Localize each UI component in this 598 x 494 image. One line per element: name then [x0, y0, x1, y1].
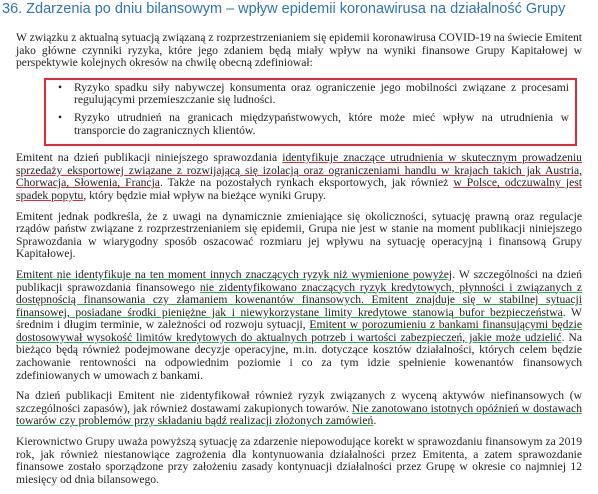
- text-segment: .: [373, 414, 377, 428]
- document-body: [16, 32, 582, 494]
- text-segment: , który będzie miał wpływ na bieżące wyniki Grupy.: [83, 188, 326, 202]
- bullet-icon: •: [58, 110, 63, 124]
- highlighted-text-green: Emitent w porozumieniu z bankami finansującymi będzie dostosowywał wysokość limitów kredytowych do aktualnych potrzeb i wartości zabezpieczeń, jakie może udzielić: [16, 318, 582, 344]
- risk-bullet-item: [58, 112, 569, 137]
- financial-risks-paragraph: [16, 269, 582, 382]
- text-segment: . W szczególności na dzień publikacji sprawozdania finansowego: [16, 267, 583, 294]
- risk-factors-highlight-box: [44, 78, 577, 146]
- section-heading: 36. Zdarzenia po dniu bilansowym – wpływ epidemii koronawirusa na działalność Grupy: [2, 1, 566, 17]
- impact-estimation-paragraph: Emitent jednak podkreśla, że z uwagi na dynamicznie zmieniające się okoliczności, sytuację prawną oraz regulacje rządów państw związane z rozprzestrzenianiem się epidemii, Grupa nie jest w stanie na moment publikacji niniejszego Sprawozdania w wiarygodny sposób oszacować rozmiaru jej wpływu na sytuację operacyjną i finansową Grupy Kapitałowej.: [16, 209, 582, 261]
- supply-risks-paragraph: [16, 390, 582, 428]
- text-segment: . W średnim i długim terminie, w zależności od rozwoju sytuacji,: [16, 305, 582, 332]
- text-segment: Emitent na dzień publikacji niniejszego sprawozdania: [16, 151, 283, 165]
- text-segment: . Także na pozostałych rynkach eksportowych, jak również: [159, 176, 454, 190]
- highlighted-text-red: identyfikuje znaczące utrudnienia w skutecznym prowadzeniu sprzedaży eksportowej związane z rozwijającą się izolacją oraz ograniczeniami handlu w krajach takich jak Austria, Chorwacja, Słowenia, Francja: [16, 151, 582, 190]
- risk-bullet-item: [58, 82, 569, 107]
- highlighted-text-green: Emitent nie identyfikuje na ten moment innych znaczących ryzyk niż wymienione powyżej: [16, 267, 453, 281]
- export-difficulties-paragraph: [16, 152, 582, 202]
- highlighted-text-green: Nie zanotowano istotnych opóźnień w dostawach towarów czy problemów przy składaniu bądź realizacji złożonych zamówień: [16, 401, 583, 428]
- intro-paragraph: W związku z aktualną sytuacją związaną z rozprzestrzenianiem się epidemii koronawirusa COVID-19 na świecie Emitent jako główne czynniki ryzyka, które jego zdaniem będą miały wpływ na wyniki finansowe Grupy Kapitałowej w perspektywie kolejnych okresów na chwilę obecną zdefiniował:: [16, 31, 582, 70]
- risk-bullet-text: Ryzyko utrudnień na granicach międzypaństwowych, które może mieć wpływ na utrudnienia w transporcie do zagranicznych klientów.: [74, 110, 569, 137]
- bullet-icon: •: [58, 80, 63, 94]
- highlighted-text-red: w Polsce, odczuwalny jest spadek popytu: [16, 176, 582, 202]
- text-segment: . Na bieżąco będą również podejmowane decyzje operacyjne, m.in. dotyczące kosztów działalności, których celem będzie zachowanie rentowności na odpowiednim poziomie i co za tym idzie spełnienie kowenantów finansowych zdefiniowanych w umowach z bankami.: [16, 330, 582, 382]
- text-segment: Na dzień publikacji Emitent nie zidentyfikował również ryzyk związanych z wyceną aktywów niefinansowych (w szczególności zapasów), jak również dostawami zakupionych towarów.: [16, 389, 582, 415]
- management-conclusion-paragraph: Kierownictwo Grupy uważa powyższą sytuację za zdarzenie niepowodujące korekt w sprawozdaniu finansowym za 2019 rok, jak również niestanowiące zagrożenia dla kontynuowania działalności przez Emitenta, a zatem sprawozdanie finansowe zostało sporządzone przy założeniu zasady kontynuacji działalności przez Grupę w okresie co najmniej 12 miesięcy od dnia bilansowego.: [16, 435, 582, 486]
- risk-bullet-text: Ryzyko spadku siły nabywczej konsumenta oraz ograniczenie jego mobilności związane z procesami regulującymi przemieszczanie się ludności.: [74, 80, 569, 107]
- highlighted-text-green: nie zidentyfikowano znaczących ryzyk kredytowych, płynności i związanych z dostępnością finansowania czy złamaniem kowenantów finansowych. Emitent znajduje się w stabilnej sytuacji finansowej, posiadane środki pieniężne jak i niewykorzystane limity kredytowe stanowią bufor bezpieczeństwa: [16, 280, 582, 319]
